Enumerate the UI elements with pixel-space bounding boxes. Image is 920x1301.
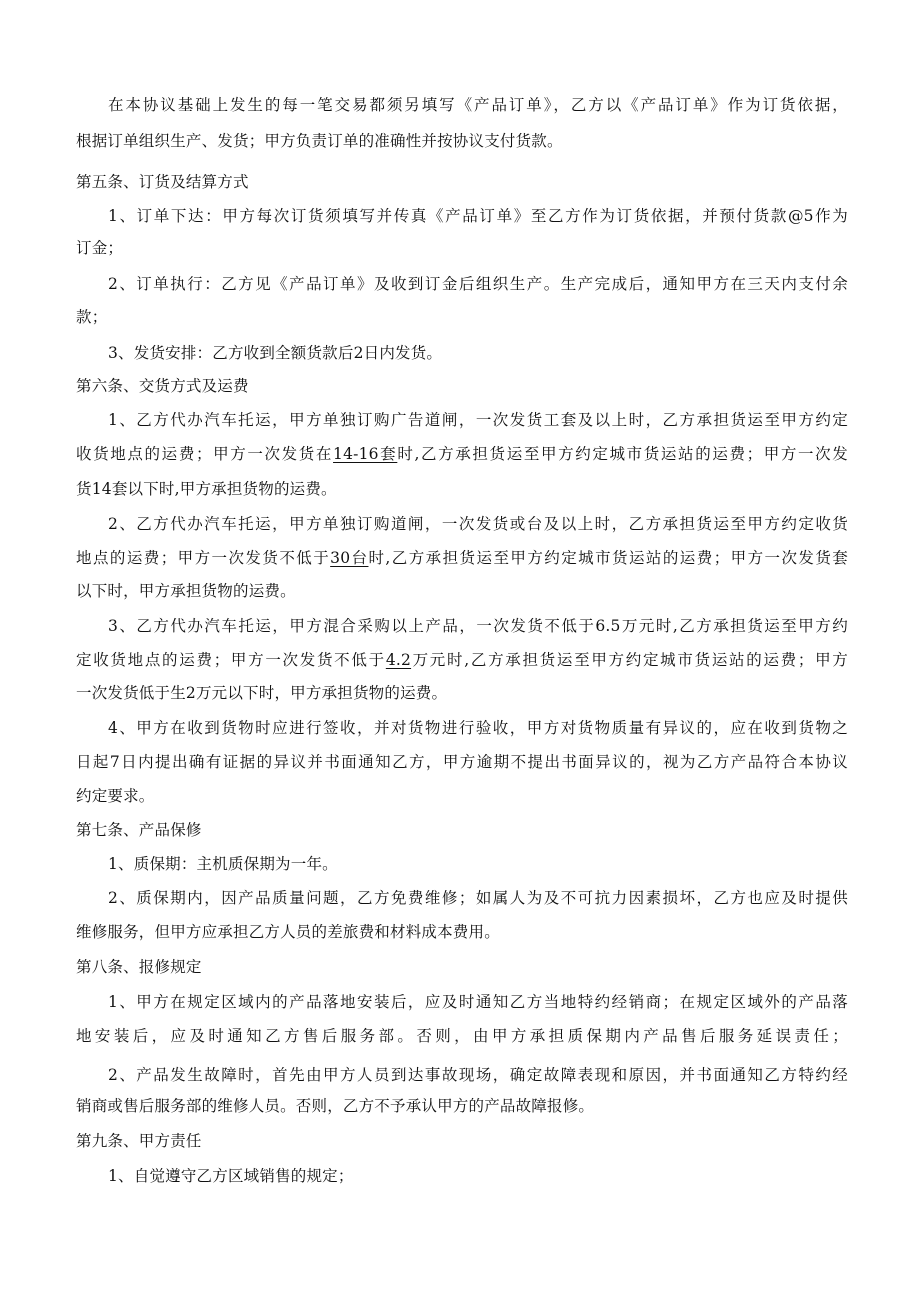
doc-line xyxy=(76,648,848,672)
section-heading: 第九条、甲方责任 xyxy=(76,1132,202,1150)
doc-text: 地点的运费；甲方一次发货不低于 xyxy=(76,549,331,567)
section-heading: 第七条、产品保修 xyxy=(76,821,202,839)
doc-text: 时,乙方承担货运至甲方约定城市货运站的运费；甲方一次发 xyxy=(397,445,848,463)
doc-line: 1、订单下达：甲方每次订货须填写并传真《产品订单》至乙方作为订货依据，并预付货款@5作为 xyxy=(108,207,848,225)
doc-line: 日起7日内提出确有证据的异议并书面通知乙方，甲方逾期不提出书面异议的，视为乙方产品符合本协议 xyxy=(76,753,848,771)
doc-line: 销商或售后服务部的维修人员。否则，乙方不予承认甲方的产品故障报修。 xyxy=(76,1097,595,1115)
doc-line: 2、质保期内，因产品质量问题，乙方免费维修；如属人为及不可抗力因素损坏，乙方也应及时提供 xyxy=(108,889,848,907)
doc-line: 以下时，甲方承担货物的运费。 xyxy=(76,582,296,600)
doc-line: 维修服务，但甲方应承担乙方人员的差旅费和材料成本费用。 xyxy=(76,923,500,941)
doc-line: 1、甲方在规定区域内的产品落地安装后，应及时通知乙方当地特约经销商；在规定区域外的产品落 xyxy=(108,993,848,1011)
doc-line: 根据订单组织生产、发货；甲方负责订单的准确性并按协议支付货款。 xyxy=(76,132,563,150)
underlined-value: 4.2 xyxy=(385,651,412,669)
doc-line: 在本协议基础上发生的每一笔交易都须另填写《产品订单》，乙方以《产品订单》作为订货依据， xyxy=(108,96,848,114)
doc-line: 地安装后，应及时通知乙方售后服务部。否则，由甲方承担质保期内产品售后服务延误责任； xyxy=(76,1027,848,1045)
doc-line: 3、乙方代办汽车托运，甲方混合采购以上产品，一次发货不低于6.5万元时,乙方承担货运至甲方约 xyxy=(108,617,848,635)
doc-line: 约定要求。 xyxy=(76,787,155,805)
section-heading: 第六条、交货方式及运费 xyxy=(76,377,249,395)
doc-text: 定收货地点的运费；甲方一次发货不低于 xyxy=(76,651,386,669)
section-heading: 第五条、订货及结算方式 xyxy=(76,173,249,191)
doc-line: 一次发货低于生2万元以下时，甲方承担货物的运费。 xyxy=(76,684,448,702)
doc-line: 1、质保期：主机质保期为一年。 xyxy=(108,855,338,873)
doc-line xyxy=(76,546,848,570)
doc-line: 2、乙方代办汽车托运，甲方单独订购道闸，一次发货或台及以上时，乙方承担货运至甲方约定收货 xyxy=(108,515,848,533)
doc-text: 时,乙方承担货运至甲方约定城市货运站的运费；甲方一次发货套 xyxy=(368,549,848,567)
doc-text: 万元时,乙方承担货运至甲方约定城市货运站的运费；甲方 xyxy=(411,651,848,669)
doc-line: 3、发货安排：乙方收到全额货款后2日内发货。 xyxy=(108,344,443,362)
doc-line: 订金； xyxy=(76,239,124,257)
doc-line: 1、自觉遵守乙方区域销售的规定； xyxy=(108,1167,354,1185)
doc-line: 货14套以下时,甲方承担货物的运费。 xyxy=(76,480,337,498)
doc-line: 2、订单执行：乙方见《产品订单》及收到订金后组织生产。生产完成后，通知甲方在三天内支付余 xyxy=(108,275,848,293)
doc-line: 款； xyxy=(76,308,108,326)
doc-line: 1、乙方代办汽车托运，甲方单独订购广告道闸，一次发货工套及以上时，乙方承担货运至甲方约定 xyxy=(108,411,848,429)
doc-line xyxy=(76,442,848,466)
underlined-value: 30台 xyxy=(330,549,369,567)
doc-line: 4、甲方在收到货物时应进行签收，并对货物进行验收，甲方对货物质量有异议的，应在收到货物之 xyxy=(108,719,848,737)
doc-text: 收货地点的运费；甲方一次发货在 xyxy=(76,445,334,463)
underlined-value: 14-16套 xyxy=(333,445,398,463)
doc-line: 2、产品发生故障时，首先由甲方人员到达事故现场，确定故障表现和原因，并书面通知乙方特约经 xyxy=(108,1066,848,1084)
section-heading: 第八条、报修规定 xyxy=(76,958,202,976)
